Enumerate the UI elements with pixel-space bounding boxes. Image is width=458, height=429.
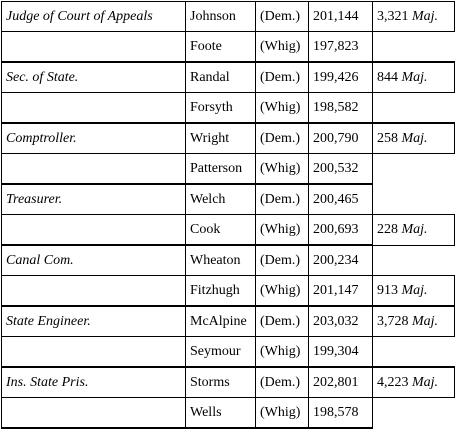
office-cell (2, 154, 186, 185)
majority-cell (373, 123, 455, 154)
candidate-cell: Wells (186, 398, 256, 429)
table-row (2, 337, 455, 368)
office-cell (2, 32, 186, 63)
majority-label: Maj. (401, 69, 428, 85)
office-cell (2, 337, 186, 368)
table-row (2, 93, 455, 124)
table-row (2, 184, 455, 215)
majority-cell (373, 215, 455, 246)
majority-cell (373, 32, 455, 63)
table-row (2, 398, 455, 429)
party-cell: (Dem.) (256, 2, 309, 32)
party-cell: (Whig) (256, 276, 309, 307)
office-cell: Treasurer. (2, 184, 186, 215)
table-row (2, 276, 455, 307)
majority-cell (373, 2, 455, 32)
candidate-cell: Johnson (186, 2, 256, 32)
votes-cell: 199,426 (309, 62, 373, 93)
majority-cell (373, 184, 455, 215)
party-cell: (Whig) (256, 32, 309, 63)
majority-cell (373, 398, 455, 429)
majority-cell (373, 62, 455, 93)
majority-value: 844 (377, 69, 398, 85)
majority-label: Maj. (412, 374, 439, 390)
table-row (2, 62, 455, 93)
party-cell: (Whig) (256, 215, 309, 246)
table-row (2, 245, 455, 276)
majority-value: 258 (377, 130, 398, 146)
party-cell: (Dem.) (256, 62, 309, 93)
majority-value: 913 (377, 282, 398, 298)
candidate-cell: Foote (186, 32, 256, 63)
votes-cell: 202,801 (309, 367, 373, 398)
votes-cell: 200,234 (309, 245, 373, 276)
party-cell: (Whig) (256, 93, 309, 124)
majority-cell (373, 245, 455, 276)
candidate-cell: Cook (186, 215, 256, 246)
candidate-cell: Forsyth (186, 93, 256, 124)
majority-value: 3,321 (377, 8, 409, 24)
votes-cell: 203,032 (309, 306, 373, 337)
majority-cell (373, 93, 455, 124)
table-row (2, 123, 455, 154)
majority-cell (373, 154, 455, 185)
candidate-cell: Wright (186, 123, 256, 154)
votes-cell: 198,582 (309, 93, 373, 124)
results-body (2, 2, 455, 429)
votes-cell: 200,790 (309, 123, 373, 154)
majority-label: Maj. (401, 221, 428, 237)
majority-label: Maj. (412, 8, 439, 24)
majority-value: 228 (377, 221, 398, 237)
majority-cell (373, 276, 455, 307)
office-cell (2, 215, 186, 246)
office-cell: Ins. State Pris. (2, 367, 186, 398)
candidate-cell: Wheaton (186, 245, 256, 276)
votes-cell: 197,823 (309, 32, 373, 63)
office-cell: Judge of Court of Appeals (2, 2, 186, 32)
votes-cell: 200,465 (309, 184, 373, 215)
majority-cell (373, 306, 455, 337)
votes-cell: 200,693 (309, 215, 373, 246)
office-cell: Sec. of State. (2, 62, 186, 93)
votes-cell: 199,304 (309, 337, 373, 368)
party-cell: (Dem.) (256, 367, 309, 398)
office-cell: Comptroller. (2, 123, 186, 154)
election-results-table (1, 1, 455, 429)
majority-label: Maj. (412, 313, 439, 329)
table-row (2, 367, 455, 398)
table-row (2, 215, 455, 246)
party-cell: (Whig) (256, 154, 309, 185)
votes-cell: 201,147 (309, 276, 373, 307)
party-cell: (Dem.) (256, 123, 309, 154)
majority-value: 3,728 (377, 313, 409, 329)
candidate-cell: Fitzhugh (186, 276, 256, 307)
office-cell (2, 276, 186, 307)
votes-cell: 198,578 (309, 398, 373, 429)
office-cell: State Engineer. (2, 306, 186, 337)
majority-label: Maj. (401, 282, 428, 298)
office-cell: Canal Com. (2, 245, 186, 276)
table-row (2, 154, 455, 185)
table-row (2, 2, 455, 32)
candidate-cell: McAlpine (186, 306, 256, 337)
candidate-cell: Patterson (186, 154, 256, 185)
party-cell: (Dem.) (256, 184, 309, 215)
majority-cell (373, 367, 455, 398)
party-cell: (Dem.) (256, 306, 309, 337)
candidate-cell: Storms (186, 367, 256, 398)
office-cell (2, 398, 186, 429)
party-cell: (Whig) (256, 337, 309, 368)
votes-cell: 200,532 (309, 154, 373, 185)
candidate-cell: Seymour (186, 337, 256, 368)
party-cell: (Dem.) (256, 245, 309, 276)
majority-label: Maj. (401, 130, 428, 146)
office-cell (2, 93, 186, 124)
majority-cell (373, 337, 455, 368)
candidate-cell: Randal (186, 62, 256, 93)
table-row (2, 306, 455, 337)
table-row (2, 32, 455, 63)
party-cell: (Whig) (256, 398, 309, 429)
votes-cell: 201,144 (309, 2, 373, 32)
candidate-cell: Welch (186, 184, 256, 215)
majority-value: 4,223 (377, 374, 409, 390)
